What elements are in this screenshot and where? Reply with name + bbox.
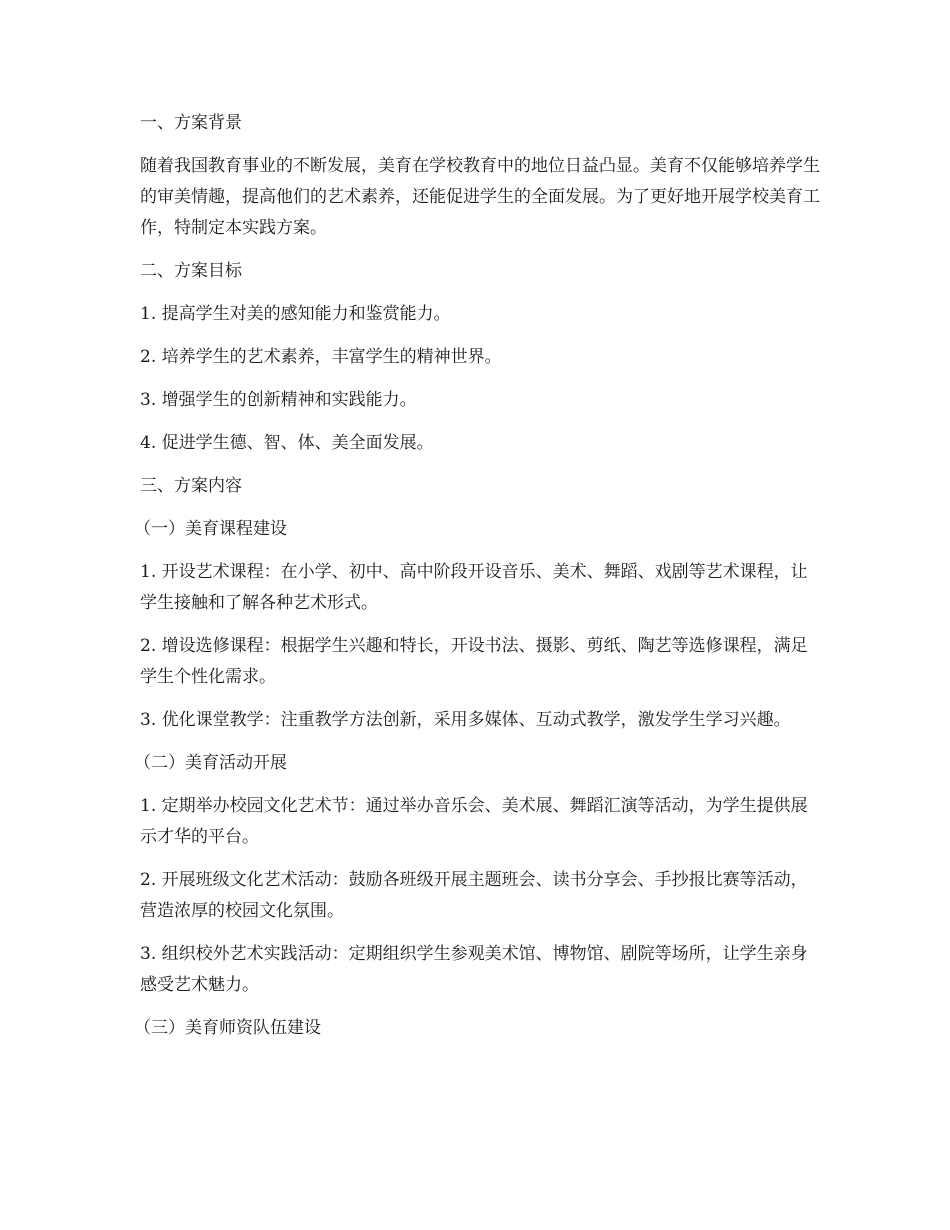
subsection-heading-teachers: （三）美育师资队伍建设	[134, 1018, 321, 1038]
curriculum-item-3: 3. 优化课堂教学：注重教学方法创新，采用多媒体、互动式教学，激发学生学习兴趣。	[140, 710, 791, 730]
activity-item-1: 1. 定期举办校园文化艺术节：通过举办音乐会、美术展、舞蹈汇演等活动，为学生提供展示才华的平台。	[140, 796, 808, 847]
subsection-heading-activities: （二）美育活动开展	[134, 753, 287, 773]
curriculum-item-2: 2. 增设选修课程：根据学生兴趣和特长，开设书法、摄影、剪纸、陶艺等选修课程，满足学生个性化需求。	[140, 636, 808, 687]
section-heading-background: 一、方案背景	[140, 113, 242, 133]
curriculum-item-1: 1. 开设艺术课程：在小学、初中、高中阶段开设音乐、美术、舞蹈、戏剧等艺术课程，让学生接触和了解各种艺术形式。	[140, 562, 808, 613]
goal-item-1: 1. 提高学生对美的感知能力和鉴赏能力。	[140, 304, 451, 324]
goal-item-3: 3. 增强学生的创新精神和实践能力。	[140, 390, 417, 410]
goal-item-2: 2. 培养学生的艺术素养，丰富学生的精神世界。	[140, 347, 502, 367]
goal-item-4: 4. 促进学生德、智、体、美全面发展。	[140, 433, 434, 453]
section-heading-goals: 二、方案目标	[140, 261, 242, 281]
activity-item-3: 3. 组织校外艺术实践活动：定期组织学生参观美术馆、博物馆、剧院等场所，让学生亲身感受艺术魅力。	[140, 944, 808, 995]
section-heading-content: 三、方案内容	[140, 476, 242, 496]
subsection-heading-curriculum: （一）美育课程建设	[134, 519, 287, 539]
document-body	[134, 108, 820, 1056]
paragraph-background: 随着我国教育事业的不断发展，美育在学校教育中的地位日益凸显。美育不仅能够培养学生的审美情趣，提高他们的艺术素养，还能促进学生的全面发展。为了更好地开展学校美育工作，特制定本实践方案。	[140, 156, 820, 238]
activity-item-2: 2. 开展班级文化艺术活动：鼓励各班级开展主题班会、读书分享会、手抄报比赛等活动，营造浓厚的校园文化氛围。	[140, 870, 808, 921]
